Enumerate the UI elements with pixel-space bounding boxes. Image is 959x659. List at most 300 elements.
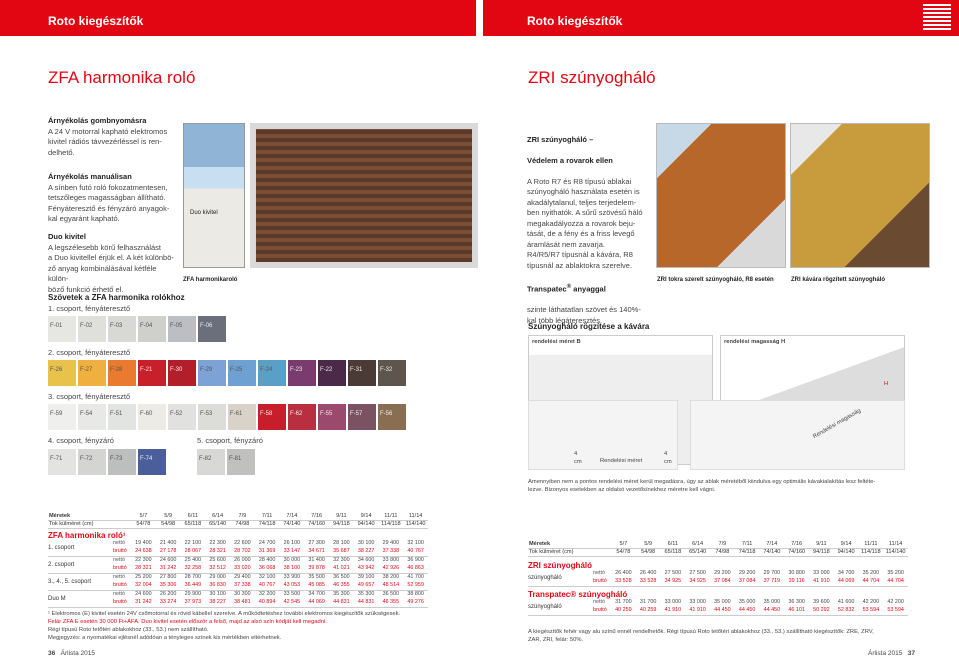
group1-label: 1. csoport, fényáteresztő [48,304,131,313]
price-cell: 39 600 [813,598,830,605]
table-cell: 9/11 [816,540,827,547]
table-cell: 65/140 [689,549,707,555]
price-cell: 44 831 [333,598,350,605]
swatch-f-04 [138,316,166,342]
swatch-label: F-82 [199,456,212,462]
transpatec-price-rows [528,599,908,616]
swatch-label: F-30 [170,367,183,373]
price-cell: 25 400 [184,556,202,563]
price-cell: 38 227 [209,598,226,605]
zri-price-rows [528,570,908,587]
table-cell: 7/16 [311,512,323,519]
price-cell: 35 000 [714,598,731,605]
price-cell: 44 069 [837,577,855,584]
table-cell: 7/16 [791,540,803,547]
price-cell: 28 700 [184,573,202,580]
diagram-label-h: rendelési magasság H [724,339,786,345]
table-cell: 74/160 [788,549,806,555]
brutto-label: bruttó [113,547,127,554]
price-cell: 35 300 [333,590,350,597]
page-number-right: 37 [907,650,915,657]
table-cell: 74/160 [308,521,326,527]
price-cell: 38 100 [283,564,301,571]
right-text [527,124,652,337]
table-cell: 7/11 [261,512,273,519]
zfa-section-title: ZFA harmonika roló¹ [48,530,126,540]
swatch-label: F-74 [140,456,153,462]
zri-photo-1 [656,123,786,268]
swatch-label: F-81 [229,456,242,462]
row-label: 1. csoport [48,544,75,551]
zri-caption-1: ZRI tokra szerelt szúnyogháló, R8 esetén [657,277,774,283]
price-cell: 29 200 [738,569,756,576]
swatch-f-01 [48,316,76,342]
table-cell: 5/7 [619,540,628,547]
swatch-f-57 [348,404,376,430]
brutto-label: bruttó [593,606,607,613]
table-cell: 6/11 [667,540,679,547]
price-cell: 38 227 [357,547,375,554]
table-cell: 94/118 [813,549,830,555]
table-row [48,540,428,557]
swatch-f-72 [78,449,106,475]
table-cell: 54/98 [641,549,656,555]
table-cell: 114/118 [381,521,401,527]
heading-transpatec [527,282,652,295]
swatch-f-26 [48,360,76,386]
swatch-f-52 [168,404,196,430]
price-cell: 31 242 [135,598,152,605]
price-cell: 42 200 [887,598,904,605]
price-cell: 36 900 [407,556,424,563]
price-cell: 27 800 [159,573,177,580]
price-cell: 27 500 [689,569,706,576]
price-cell: 41 910 [813,577,830,584]
table-cell: 74/118 [258,521,276,527]
price-cell: 33 274 [159,598,177,605]
price-cell: 46 101 [788,606,805,613]
price-cell: 25 600 [209,556,226,563]
price-cell: 42 545 [283,598,301,605]
table-row [48,574,428,591]
swatch-label: F-58 [260,411,273,417]
swatch-label: F-53 [200,411,213,417]
table-cell: 94/140 [357,521,375,527]
row-label: 2. csoport [48,561,75,568]
price-cell: 48 514 [382,581,400,588]
price-cell: 50 292 [813,606,830,613]
meretek-label-r: Méretek [528,540,593,548]
price-cell: 44 450 [714,606,731,613]
swatch-label: F-52 [170,411,183,417]
price-cell: 44 704 [887,577,904,584]
brutto-label: bruttó [593,577,607,584]
table-cell: 54/78 [136,521,151,527]
page-title-right: ZRI szúnyogháló [528,68,656,87]
swatch-label: F-73 [110,456,123,462]
price-cell: 46 355 [382,598,400,605]
price-cell: 44 704 [862,577,880,584]
price-cell: 29 200 [714,569,731,576]
price-cell: 32 512 [209,564,226,571]
header-left [0,0,476,36]
netto-label: nettó [113,556,125,563]
price-cell: 41 910 [689,606,706,613]
price-cell: 30 100 [357,539,375,546]
price-cell: 40 259 [615,606,632,613]
meretek-label: Méretek [48,512,113,520]
price-cell: 28 702 [234,547,251,554]
group5-label: 5. csoport, fényzáró [197,436,263,445]
tok-label: Tok külméret (cm) [48,520,113,528]
table-cell: 6/11 [187,512,199,519]
table-cell: 7/11 [741,540,753,547]
diagram-label-meret: Rendelési méret [600,458,643,464]
text-manual: A sínben futó roló fokozatmentesen, tetszőleges magasságban állítható. Fényáteresztő és fényzáró anyagok- kal egyaránt kapható. [48,182,170,223]
swatch-label: F-56 [380,411,393,417]
swatch-f-21 [138,360,166,386]
price-cell: 33 000 [664,598,682,605]
price-cell: 29 400 [234,573,251,580]
group2-label: 2. csoport, fényáteresztő [48,348,131,357]
price-cell: 36 300 [788,598,805,605]
swatch-label: F-54 [80,411,93,417]
price-table-right [528,540,908,616]
price-cell: 24 600 [135,590,152,597]
price-cell: 45 085 [308,581,325,588]
price-cell: 27 178 [159,547,177,554]
price-cell: 39 116 [788,577,805,584]
price-cell: 25 200 [135,573,152,580]
swatch-f-06 [198,316,226,342]
price-cell: 24 700 [258,539,276,546]
table-row [48,557,428,574]
netto-label: nettó [113,539,125,546]
swatch-f-29 [198,360,226,386]
swatch-f-55 [318,404,346,430]
price-cell: 31 369 [258,547,276,554]
price-cell: 36 500 [333,573,350,580]
swatch-f-60 [138,404,166,430]
price-cell: 29 000 [209,573,226,580]
price-cell: 52 959 [407,581,424,588]
footer-year-right: Árlista 2015 [868,650,903,657]
diagram-label-cm2: 4 cm [664,451,672,465]
left-text-2 [48,172,178,225]
price-cell: 37 084 [738,577,756,584]
price-cell: 30 300 [234,590,251,597]
diagram-label-magassag: Rendelési magasság [812,407,863,441]
table-cell: 5/9 [164,512,173,519]
table-cell: 11/11 [384,512,398,519]
swatch-f-22 [318,360,346,386]
swatch-f-73 [108,449,136,475]
price-cell: 36 068 [258,564,276,571]
transpatec-section-title: Transpatec® szúnyogháló [528,589,628,599]
brutto-label: bruttó [113,598,127,605]
swatch-label: F-72 [80,456,93,462]
table-row [528,599,908,616]
brutto-label: bruttó [113,581,127,588]
swatch-f-28 [108,360,136,386]
price-cell: 43 942 [357,564,375,571]
duo-photo [183,123,245,268]
price-cell: 41 600 [837,598,855,605]
price-cell: 53 594 [887,606,904,613]
swatch-label: F-06 [200,323,213,329]
price-cell: 34 700 [308,590,325,597]
price-cell: 34 600 [357,556,375,563]
swatch-label: F-03 [110,323,123,329]
price-cell: 31 242 [159,564,177,571]
price-cell: 37 338 [234,581,251,588]
swatch-label: F-22 [320,367,333,373]
swatch-title: Szövetek a ZFA harmonika rolókhoz [48,293,185,302]
price-cell: 29 400 [382,539,400,546]
price-cell: 41 910 [664,606,682,613]
page-title-left: ZFA harmonika roló [48,68,196,87]
price-cell: 28 400 [258,556,276,563]
price-cell: 33 020 [234,564,251,571]
swatch-f-32 [378,360,406,386]
price-cell: 41 021 [333,564,350,571]
price-cell: 22 300 [135,556,152,563]
swatch-label: F-31 [350,367,363,373]
swatch-f-74 [138,449,166,475]
heading-duo: Duo kivitel [48,232,86,241]
table-cell: 65/140 [209,521,227,527]
price-cell: 26 400 [615,569,632,576]
price-cell: 40 259 [639,606,657,613]
table-cell: 74/140 [763,549,781,555]
heading-motor: Árnyékolás gombnyomásra [48,116,147,125]
swatch-f-25 [228,360,256,386]
price-cell: 21 400 [159,539,177,546]
price-cell: 35 300 [357,590,375,597]
price-cell: 35 687 [333,547,350,554]
swatch-f-61 [228,404,256,430]
diagram-label-b: rendelési méret B [532,339,581,345]
price-cell: 42 200 [862,598,880,605]
price-cell: 36 449 [184,581,202,588]
price-cell: 33 000 [813,569,830,576]
swatch-label: F-71 [50,456,63,462]
group4-label: 4. csoport, fényzáró [48,436,114,445]
swatch-label: F-32 [380,367,393,373]
zfa-table [48,512,428,529]
brutto-label: bruttó [113,564,127,571]
zfa-caption: ZFA harmonikaroló [183,277,238,283]
price-cell: 35 200 [862,569,880,576]
zri-section-title: ZRI szúnyogháló [528,560,592,570]
price-cell: 28 321 [135,564,152,571]
price-cell: 19 400 [135,539,152,546]
swatch-label: F-28 [110,367,123,373]
price-cell: 34 925 [664,577,682,584]
price-cell: 35 000 [738,598,756,605]
table-cell: 94/140 [837,549,855,555]
transpatec-label: Transpatec [527,284,567,293]
price-cell: 33 900 [283,573,301,580]
table-cell: 11/11 [864,540,878,547]
swatch-f-81 [227,449,255,475]
swatch-f-31 [348,360,376,386]
price-cell: 39 878 [308,564,325,571]
rogzites-title: Szúnyogháló rögzítése a kávára [528,322,650,331]
price-cell: 32 100 [258,573,276,580]
table-row [48,591,428,608]
swatch-label: F-05 [170,323,183,329]
price-cell: 37 338 [382,547,400,554]
table-cell: 114/140 [405,521,426,527]
text-duo: A legszélesebb körű felhasználást a Duo kivitellel érjük el. A két különbö- ző anyag kombinálásával kétféle külön- böző funkció érhető el. [48,242,174,294]
swatch-f-59 [48,404,76,430]
table-cell: 74/98 [235,521,250,527]
row-label: szúnyogháló [528,574,562,581]
price-cell: 33 147 [283,547,301,554]
footnote-2: Felár ZFA E esetén 30 000 Ft+ÁFA. Duo kivitel esetén először a felső, majd az alsó szín kódját kell megadni. [48,619,327,625]
left-text-1 [48,116,178,158]
price-cell: 30 800 [788,569,805,576]
price-cell: 26 100 [283,539,301,546]
netto-label: nettó [593,569,605,576]
row-label: Duo M [48,595,66,602]
left-text-3 [48,232,178,295]
price-cell: 44 831 [357,598,375,605]
price-cell: 41 700 [407,573,424,580]
table-cell: 65/118 [184,521,202,527]
table-cell: 54/98 [161,521,176,527]
price-cell: 28 067 [184,547,202,554]
swatch-label: F-59 [50,411,63,417]
table-cell: 65/118 [664,549,682,555]
price-cell: 28 100 [333,539,350,546]
page-number-left: 36 [48,650,56,657]
table-cell: 9/14 [840,540,852,547]
heading-manual: Árnyékolás manuálisan [48,172,132,181]
price-cell: 32 200 [258,590,276,597]
table-cell: 7/14 [766,540,778,547]
swatch-label: F-04 [140,323,153,329]
price-cell: 43 053 [283,581,301,588]
price-cell: 33 800 [382,556,400,563]
price-cell: 36 500 [382,590,400,597]
swatch-f-62 [288,404,316,430]
swatch-f-27 [78,360,106,386]
diagram-box-4 [690,400,905,470]
swatch-label: F-01 [50,323,63,329]
price-cell: 27 500 [664,569,682,576]
price-cell: 46 355 [333,581,350,588]
swatch-label: F-25 [230,367,243,373]
price-cell: 32 004 [135,581,152,588]
swatch-label: F-55 [320,411,333,417]
price-cell: 37 084 [714,577,731,584]
price-cell: 34 925 [689,577,706,584]
note-text: Amennyiben nem a pontos rendelési méret kerül megadásra, úgy az ablak méretéből kiindulva egy optimális kávakialakítás lesz feltéte- lezve. Bizonyos esetekben az oldalsó vezetősínekhez méretre kell vágni. [528,479,876,493]
table-row [528,570,908,587]
price-cell: 27 300 [308,539,325,546]
price-cell: 32 300 [333,556,350,563]
table-cell: 9/14 [360,512,372,519]
swatch-f-58 [258,404,286,430]
tok-label-r: Tok külméret (cm) [528,548,593,556]
text-transpatec: szinte láthatatlan szövet és 140%- kal több légáteresztés. [527,305,641,325]
swatch-f-54 [78,404,106,430]
swatch-f-02 [78,316,106,342]
price-cell: 49 276 [407,598,424,605]
price-cell: 42 926 [382,564,400,571]
roto-logo-icon [923,4,951,32]
table-cell: 6/14 [692,540,704,547]
footnote-4: Megjegyzés: a nyomatékai ejlésnél adódóan a tényleges színek kis mértékben eltérhetnek. [48,635,282,641]
footer-left [48,650,95,658]
swatch-label: F-26 [50,367,63,373]
price-cell: 44 069 [308,598,325,605]
price-cell: 37 973 [184,598,202,605]
heading-zri-2: Védelem a rovarok ellen [527,155,613,165]
text-motor: A 24 V motorral kapható elektromos kivitel rádiós távvezérléssel is ren- delhető. [48,126,168,157]
price-cell: 24 600 [159,556,177,563]
duo-caption: Duo kivitel [190,210,218,216]
price-cell: 33 528 [639,577,657,584]
swatch-label: F-57 [350,411,363,417]
table-cell: 11/14 [408,512,423,519]
netto-label: nettó [113,590,125,597]
transpatec-sup: ® [566,282,572,290]
table-cell: 74/98 [715,549,730,555]
footer-year-left: Árlista 2015 [60,650,95,657]
price-cell: 36 830 [209,581,226,588]
table-cell: 6/14 [212,512,224,519]
price-cell: 40 767 [407,547,424,554]
price-cell: 29 900 [184,590,202,597]
price-cell: 22 300 [209,539,226,546]
price-cell: 32 258 [184,564,202,571]
group3-label: 3. csoport, fényáteresztő [48,392,131,401]
footnote-3: Régi típusú Roto tetőtéri ablakokhoz (33., 53.) nem szállítható. [48,627,209,633]
price-cell: 33 528 [615,577,632,584]
footnote-right: A kiegészítők fehér vagy alu színű ennél rendelhetők. Régi típusú Roto tetőtéri ablakokhoz (33., 53.) szállítható kiegészítők: ZRE, ZRV, ZAR, ZRI, felár: 50%. [528,629,874,643]
zri-caption-2: ZRI kávára rögzített szúnyogháló [791,277,886,283]
price-cell: 34 671 [308,547,325,554]
price-cell: 38 481 [234,598,251,605]
swatch-label: F-24 [260,367,273,373]
price-cell: 32 100 [407,539,424,546]
price-cell: 52 832 [837,606,855,613]
table-cell: 7/9 [238,512,247,519]
swatch-f-30 [168,360,196,386]
swatch-f-71 [48,449,76,475]
price-cell: 40 894 [258,598,276,605]
price-cell: 26 200 [159,590,177,597]
table-cell: 11/14 [888,540,903,547]
price-cell: 31 400 [308,556,325,563]
price-cell: 29 700 [763,569,781,576]
swatch-f-03 [108,316,136,342]
table-cell: 9/11 [336,512,347,519]
header-right [483,0,959,36]
table-cell: 7/14 [286,512,298,519]
table-cell: 74/118 [738,549,756,555]
price-table-left [48,512,428,608]
table-cell: 5/9 [644,540,653,547]
footer-right [868,650,915,658]
swatch-label: F-29 [200,367,213,373]
swatch-label: F-27 [80,367,93,373]
price-cell: 22 600 [234,539,251,546]
price-cell: 38 800 [407,590,424,597]
